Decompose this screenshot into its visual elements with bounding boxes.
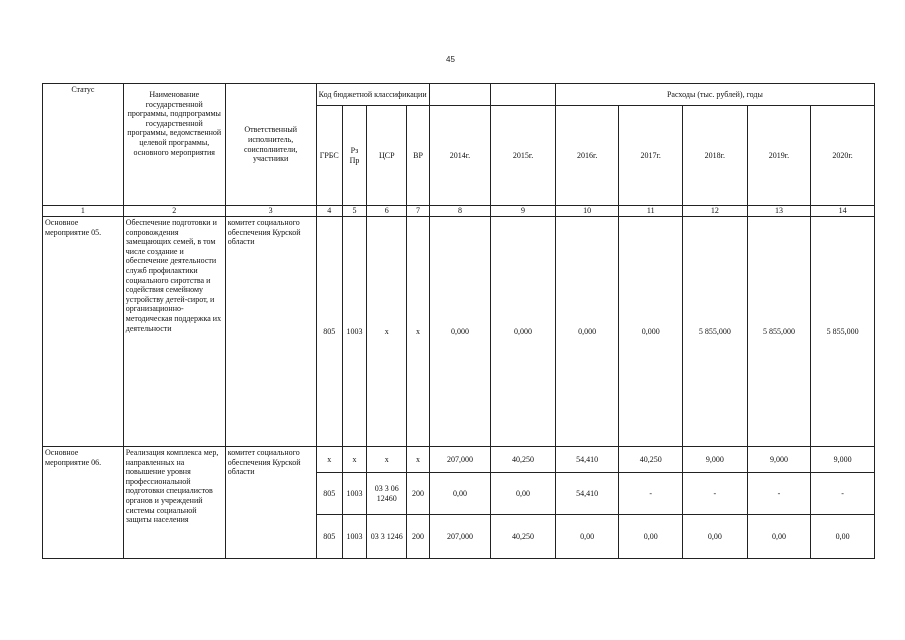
cell-value-2014: 0,00 (429, 473, 491, 515)
header-year-2019: 2019г. (747, 106, 811, 206)
row-status: Основное мероприятие 06. (43, 447, 124, 559)
col-num: 3 (225, 206, 316, 217)
cell-value-2016: 0,00 (555, 515, 619, 559)
header-expenses: Расходы (тыс. рублей), годы (555, 84, 874, 106)
header-year-2018: 2018г. (683, 106, 748, 206)
cell-value-2016: 54,410 (555, 447, 619, 473)
col-num: 14 (811, 206, 875, 217)
cell-value-2019: 5 855,000 (747, 217, 811, 447)
cell-value-2017: - (619, 473, 683, 515)
col-num: 9 (491, 206, 556, 217)
cell-rzpr: 1003 (342, 473, 366, 515)
cell-csr: 03 3 06 12460 (367, 473, 407, 515)
col-num: 1 (43, 206, 124, 217)
table-row (43, 447, 875, 473)
cell-value-2014: 207,000 (429, 515, 491, 559)
col-num: 12 (683, 206, 748, 217)
budget-table (42, 83, 875, 559)
col-num: 5 (342, 206, 366, 217)
cell-vr: x (407, 217, 429, 447)
cell-value-2018: 9,000 (683, 447, 748, 473)
cell-grbs: 805 (316, 217, 342, 447)
col-num: 7 (407, 206, 429, 217)
cell-value-2018: - (683, 473, 748, 515)
cell-value-2020: 0,00 (811, 515, 875, 559)
cell-value-2017: 0,000 (619, 217, 683, 447)
cell-value-2018: 0,00 (683, 515, 748, 559)
cell-value-2020: - (811, 473, 875, 515)
col-num: 11 (619, 206, 683, 217)
cell-value-2017: 0,00 (619, 515, 683, 559)
header-rzpr: Рз Пр (342, 106, 366, 206)
table-row (43, 217, 875, 447)
header-year-2016: 2016г. (555, 106, 619, 206)
col-num: 10 (555, 206, 619, 217)
cell-grbs: 805 (316, 473, 342, 515)
cell-vr: x (407, 447, 429, 473)
header-year-2015: 2015г. (491, 106, 556, 206)
header-executor: Ответственный исполнитель, соисполнители, участники (225, 84, 316, 206)
cell-value-2015: 40,250 (491, 515, 556, 559)
col-num: 4 (316, 206, 342, 217)
cell-vr: 200 (407, 473, 429, 515)
cell-vr: 200 (407, 515, 429, 559)
cell-csr: 03 3 1246 (367, 515, 407, 559)
col-num: 8 (429, 206, 491, 217)
cell-csr: x (367, 217, 407, 447)
cell-value-2015: 40,250 (491, 447, 556, 473)
cell-value-2014: 0,000 (429, 217, 491, 447)
cell-value-2017: 40,250 (619, 447, 683, 473)
page-number: 45 (446, 55, 455, 64)
cell-rzpr: 1003 (342, 515, 366, 559)
row-status: Основное мероприятие 05. (43, 217, 124, 447)
cell-value-2015: 0,000 (491, 217, 556, 447)
cell-value-2016: 0,000 (555, 217, 619, 447)
cell-value-2016: 54,410 (555, 473, 619, 515)
cell-csr: x (367, 447, 407, 473)
header-status: Статус (43, 84, 124, 206)
col-num: 13 (747, 206, 811, 217)
cell-value-2014: 207,000 (429, 447, 491, 473)
cell-rzpr: 1003 (342, 217, 366, 447)
col-num: 2 (123, 206, 225, 217)
row-program-name: Обеспечение подготовки и сопровождения замещающих семей, в том числе создание и обеспечение деятельности служб профилактики социального сиротства и содействия семейному устройству детей-сирот, и организационно-методическая поддержка их деятельности (123, 217, 225, 447)
cell-value-2019: - (747, 473, 811, 515)
header-blank-9 (491, 84, 556, 106)
row-executor: комитет социального обеспечения Курской области (225, 217, 316, 447)
header-grbs: ГРБС (316, 106, 342, 206)
col-num: 6 (367, 206, 407, 217)
header-year-2020: 2020г. (811, 106, 875, 206)
cell-grbs: x (316, 447, 342, 473)
cell-value-2020: 5 855,000 (811, 217, 875, 447)
header-blank-8 (429, 84, 491, 106)
header-program-name: Наименование государственной программы, подпрограммы государственной программы, ведомственной целевой программы, основного мероприятия (123, 84, 225, 206)
header-year-2014: 2014г. (429, 106, 491, 206)
header-vr: ВР (407, 106, 429, 206)
header-budget-code: Код бюджетной классификации (316, 84, 429, 106)
header-year-2017: 2017г. (619, 106, 683, 206)
row-executor: комитет социального обеспечения Курской области (225, 447, 316, 559)
row-program-name: Реализация комплекса мер, направленных на повышение уровня профессиональной подготовки специалистов органов и учреждений системы социальной защиты населения (123, 447, 225, 559)
header-row-top (43, 84, 875, 106)
cell-value-2020: 9,000 (811, 447, 875, 473)
column-number-row (43, 206, 875, 217)
cell-rzpr: x (342, 447, 366, 473)
cell-grbs: 805 (316, 515, 342, 559)
cell-value-2019: 0,00 (747, 515, 811, 559)
cell-value-2015: 0,00 (491, 473, 556, 515)
cell-value-2019: 9,000 (747, 447, 811, 473)
header-csr: ЦСР (367, 106, 407, 206)
cell-value-2018: 5 855,000 (683, 217, 748, 447)
